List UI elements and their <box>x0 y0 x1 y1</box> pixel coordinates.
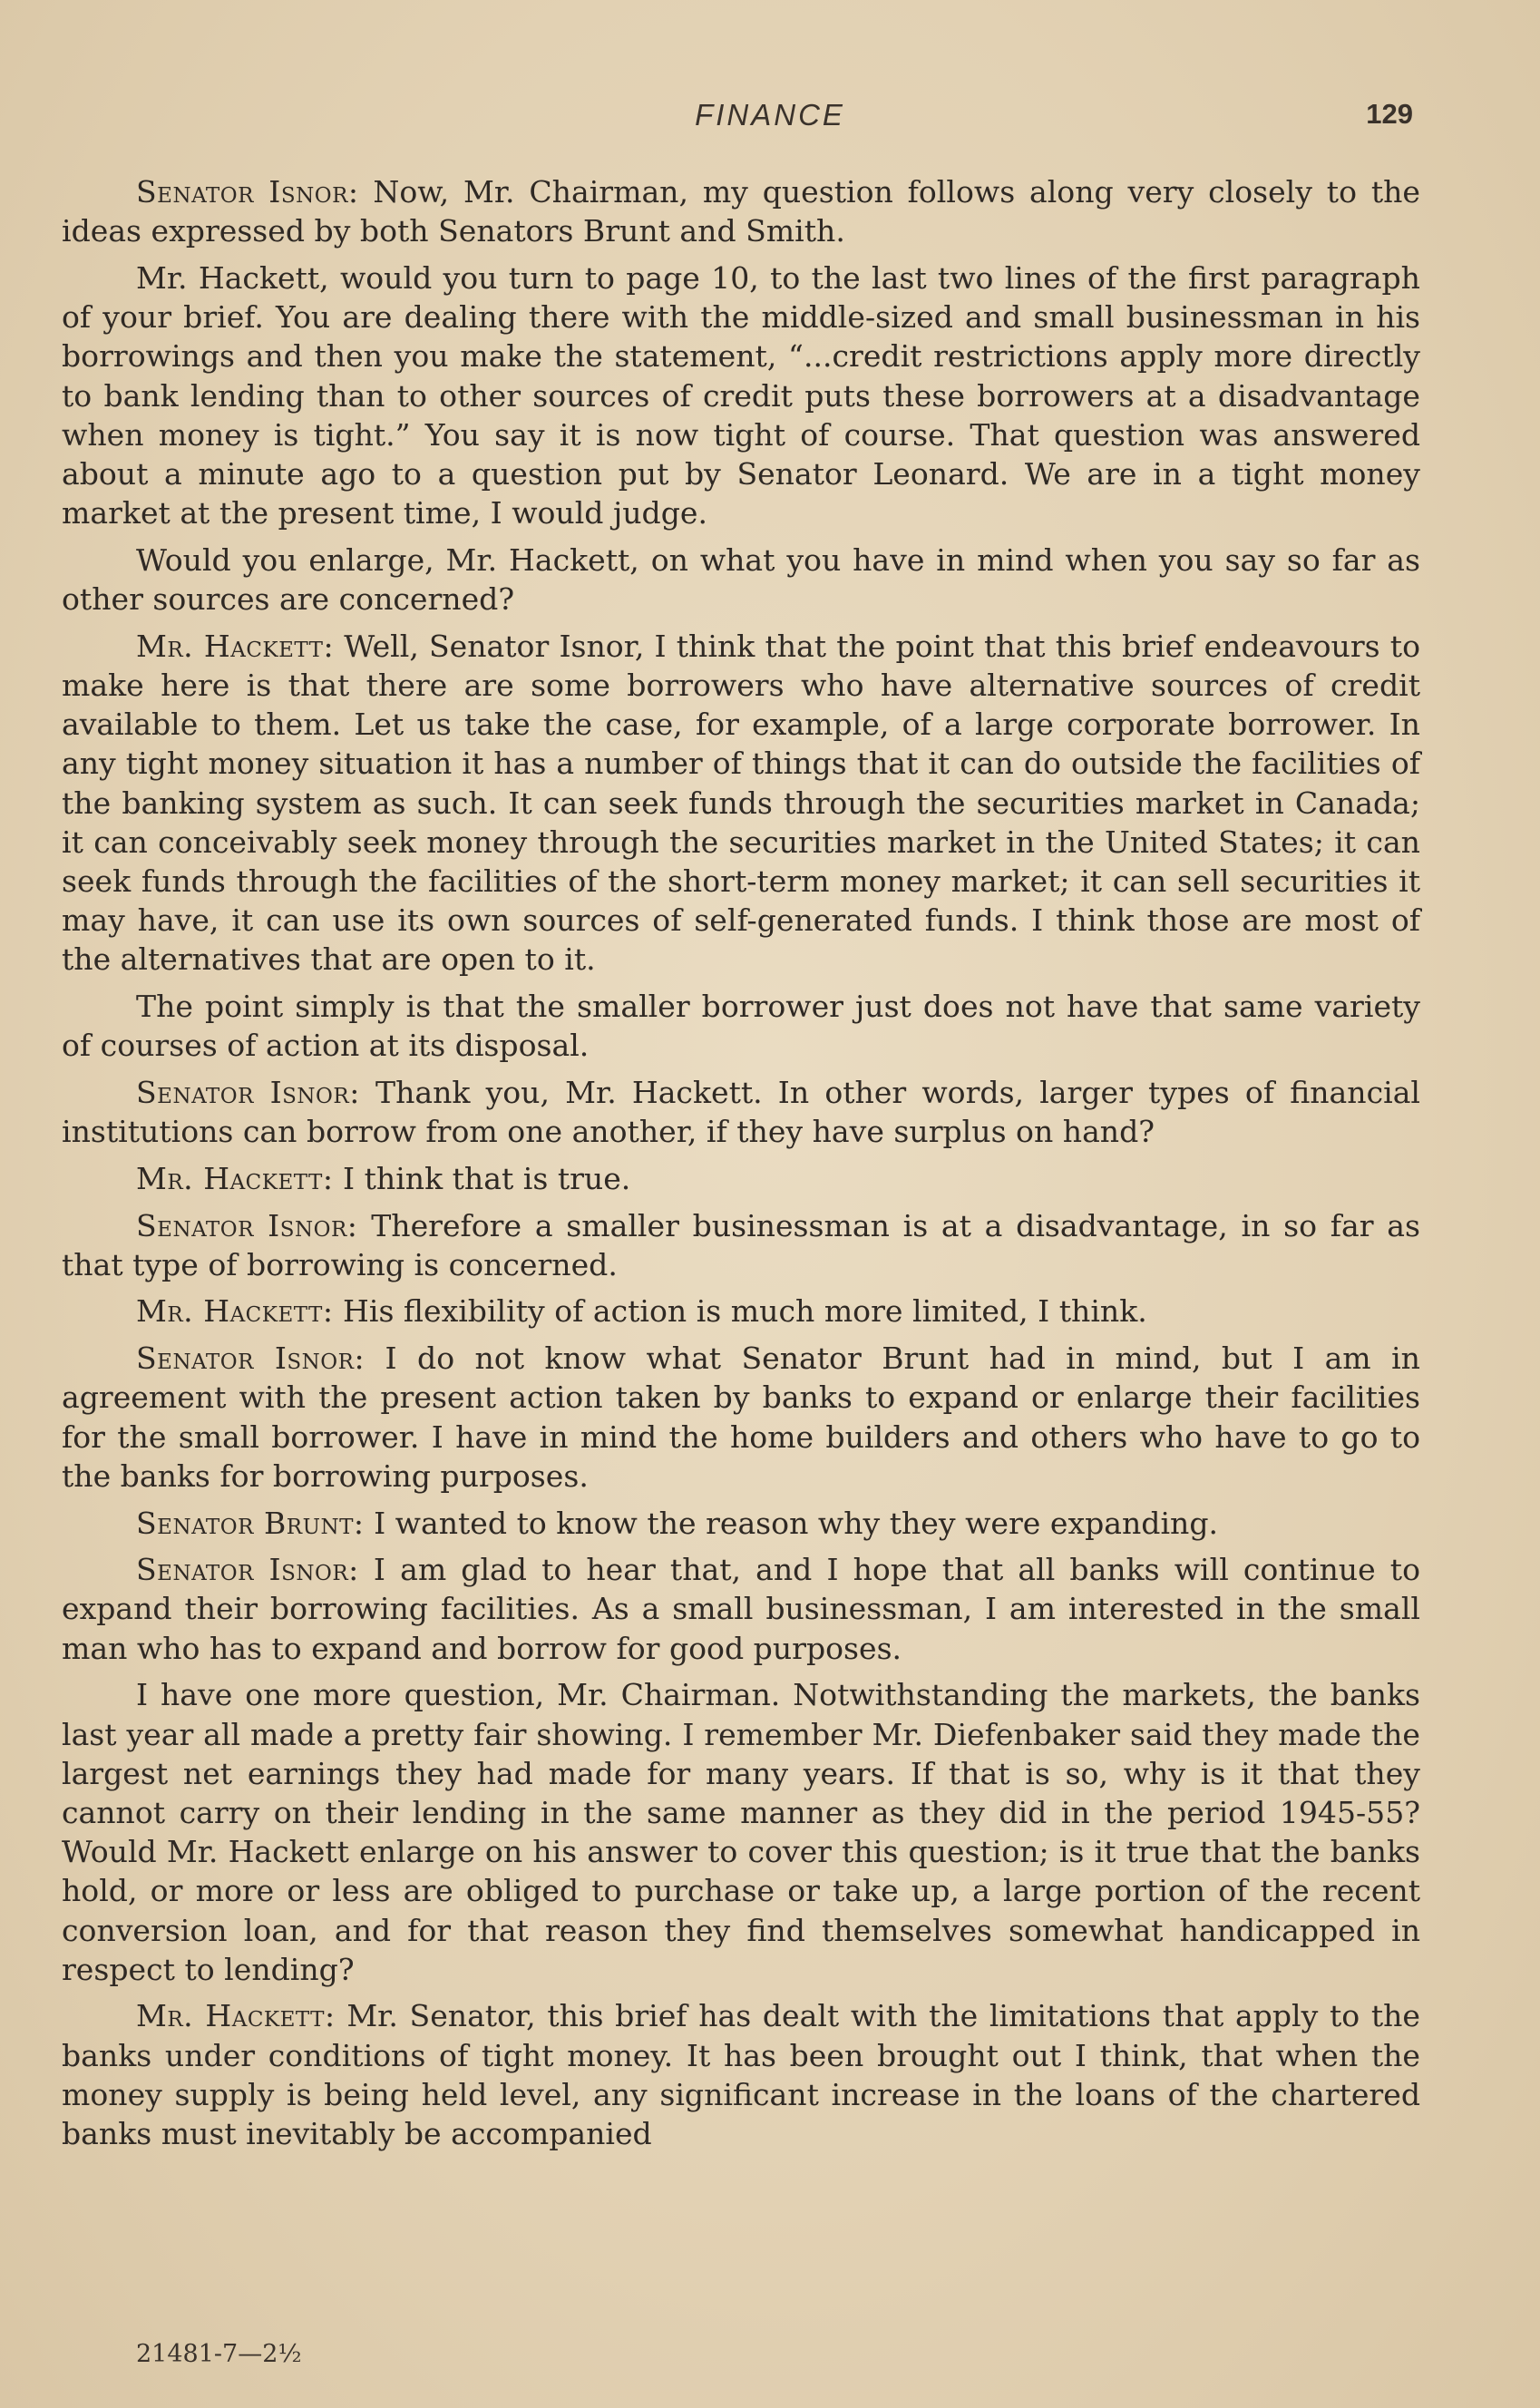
paragraph-text: I think that is true. <box>333 1160 631 1196</box>
speaker-name: Senator Isnor: <box>136 1074 360 1110</box>
speaker-name: Senator Brunt: <box>136 1505 365 1541</box>
paragraph <box>62 1675 1420 1989</box>
speaker-name: Mr. Hackett: <box>136 1160 334 1196</box>
speaker-name: Mr. Hackett: <box>136 1998 336 2034</box>
paragraph <box>62 1206 1420 1284</box>
paragraph-text: Mr. Hackett, would you turn to page 10, to the last two lines of the first paragraph of your brief. You are dealing there with the middle-sized and small businessman in his borrowings and then you make the statement, “...credit restrictions apply more directly to bank lending than to other sources of credit puts these borrowers at a disadvantage when money is tight.” You say it is now tight of course. That question was answered about a minute ago to a question put by Senator Leonard. We are in a tight money market at the present time, I would judge. <box>62 259 1420 531</box>
speaker-name: Senator Isnor: <box>136 1340 366 1377</box>
paragraph-text: The point simply is that the smaller borrower just does not have that same variety of courses of action at its disposal. <box>62 989 1420 1064</box>
paragraph <box>62 1339 1420 1496</box>
speaker-name: Senator Isnor: <box>136 1207 358 1243</box>
paragraph <box>62 1996 1420 2153</box>
paragraph <box>62 627 1420 980</box>
paragraph-text: His flexibility of action is much more limited, I think. <box>333 1293 1147 1330</box>
paragraph-text: Would you enlarge, Mr. Hackett, on what you have in mind when you say so far as other sources are concerned? <box>62 541 1420 618</box>
page-number: 129 <box>1366 98 1413 130</box>
paragraph-text: Now, Mr. Chairman, my question follows along very closely to the ideas expressed by both Senators Brunt and Smith. <box>62 174 1420 249</box>
speaker-name: Senator Isnor: <box>136 174 359 210</box>
paragraph <box>62 1504 1420 1543</box>
paragraph-text: I have one more question, Mr. Chairman. Notwithstanding the markets, the banks last year all made a pretty fair showing. I remember Mr. Diefenbaker said they made the largest net earnings they had made for many years. If that is so, why is it that they cannot carry on their lending in the same manner as they did in the period 1945-55? Would Mr. Hackett enlarge on his answer to cover this question; is it true that the banks hold, or more or less are obliged to purchase or take up, a large portion of the recent conversion loan, and for that reason they find themselves somewhat handicapped in respect to lending? <box>62 1677 1420 1987</box>
paragraph <box>62 541 1420 619</box>
paragraph-text: I wanted to know the reason why they were expanding. <box>364 1505 1219 1541</box>
paragraph <box>62 1073 1420 1151</box>
paragraph <box>62 172 1420 250</box>
paragraph-text: Therefore a smaller businessman is at a disadvantage, in so far as that type of borrowing is concerned. <box>62 1207 1420 1282</box>
running-head <box>0 98 1540 138</box>
paragraph-text: Thank you, Mr. Hackett. In other words, larger types of financial institutions can borrow from one another, if they have surplus on hand? <box>62 1074 1420 1150</box>
paragraph-text: Mr. Senator, this brief has dealt with the limitations that apply to the banks under conditions of tight money. It has been brought out I think, that when the money supply is being held level, any significant increase in the loans of the chartered banks must inevitably be accompanied <box>62 1998 1420 2152</box>
speaker-name: Mr. Hackett: <box>136 628 335 664</box>
paragraph <box>62 1550 1420 1668</box>
transcript-body <box>62 172 1420 2161</box>
printer-signature: 21481-7—2½ <box>136 2340 302 2368</box>
paragraph-text: Well, Senator Isnor, I think that the point that this brief endeavours to make here is that there are some borrowers who have alternative sources of credit available to them. Let us take the case, for example, of a large corporate borrower. In any tight money situation it has a number of things that it can do outside the facilities of the banking system as such. It can seek funds through the securities market in Canada; it can conceivably seek money through the securities market in the United States; it can seek funds through the facilities of the short-term money market; it can sell securities it may have, it can use its own sources of self-generated funds. I think those are most of the alternatives that are open to it. <box>62 628 1420 978</box>
speaker-name: Senator Isnor: <box>136 1552 359 1588</box>
speaker-name: Mr. Hackett: <box>136 1293 334 1330</box>
paragraph <box>62 987 1420 1065</box>
paragraph-text: I do not know what Senator Brunt had in mind, but I am in agreement with the present action taken by banks to expand or enlarge their facilities for the small borrower. I have in mind the home builders and others who have to go to the banks for borrowing purposes. <box>62 1340 1420 1494</box>
paragraph-text: I am glad to hear that, and I hope that all banks will continue to expand their borrowing facilities. As a small businessman, I am interested in the small man who has to expand and borrow for good purposes. <box>62 1552 1420 1666</box>
running-title: FINANCE <box>695 98 845 132</box>
paragraph <box>62 258 1420 532</box>
paragraph <box>62 1292 1420 1331</box>
paragraph <box>62 1159 1420 1198</box>
